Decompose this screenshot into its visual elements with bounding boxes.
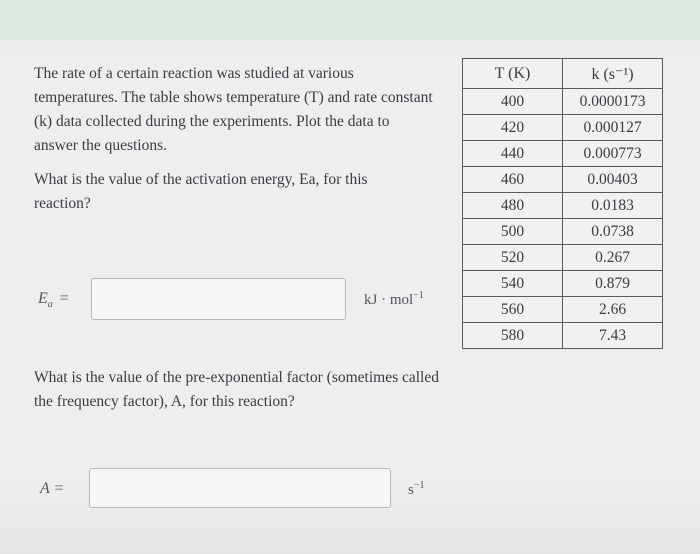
- activation-energy-question: What is the value of the activation energy, Ea, for this reaction?: [34, 171, 368, 212]
- rate-constant-cell: 7.43: [563, 323, 663, 349]
- rate-constant-cell: 0.879: [563, 271, 663, 297]
- rate-constant-cell: 0.000773: [563, 141, 663, 167]
- rate-constant-cell: 0.000127: [563, 115, 663, 141]
- rate-constant-cell: 0.0738: [563, 219, 663, 245]
- table-row: [463, 271, 663, 297]
- a-label: A =: [40, 480, 65, 497]
- pre-exponential-question: What is the value of the pre-exponential factor (sometimes called the frequency factor), A, for this reaction?: [34, 369, 439, 410]
- ea-unit-exponent: −1: [413, 290, 424, 301]
- temperature-column-header: T (K): [463, 59, 563, 89]
- ea-subscript: a: [47, 299, 53, 311]
- temperature-cell: 580: [463, 323, 563, 349]
- table-row: [463, 193, 663, 219]
- table-row: [463, 245, 663, 271]
- rate-constant-cell: 0.00403: [563, 167, 663, 193]
- table-body: [463, 89, 663, 349]
- rate-constant-cell: 2.66: [563, 297, 663, 323]
- table-row: [463, 167, 663, 193]
- activation-energy-input[interactable]: [91, 278, 346, 320]
- rate-constant-cell: 0.0183: [563, 193, 663, 219]
- ea-equals: =: [59, 290, 69, 307]
- rate-constant-cell: 0.267: [563, 245, 663, 271]
- temperature-cell: 460: [463, 167, 563, 193]
- a-unit: [408, 480, 424, 499]
- rate-constant-column-header: k (s⁻¹): [563, 59, 663, 89]
- a-unit-exponent: −1: [413, 480, 425, 491]
- table-row: [463, 115, 663, 141]
- temperature-cell: 440: [463, 141, 563, 167]
- temperature-cell: 480: [463, 193, 563, 219]
- table-row: [463, 297, 663, 323]
- a-unit-main: s: [408, 482, 414, 498]
- temperature-cell: 560: [463, 297, 563, 323]
- temperature-cell: 500: [463, 219, 563, 245]
- temperature-cell: 420: [463, 115, 563, 141]
- ea-unit: [364, 290, 424, 309]
- pre-exponential-input[interactable]: [89, 468, 391, 508]
- ea-symbol: E: [38, 290, 48, 307]
- ea-label: [38, 290, 69, 310]
- table-row: [463, 141, 663, 167]
- table-header-row: [463, 59, 663, 89]
- temperature-rate-table: [462, 58, 663, 349]
- rate-constant-cell: 0.0000173: [563, 89, 663, 115]
- table-row: [463, 89, 663, 115]
- problem-intro-text: The rate of a certain reaction was studied at various temperatures. The table shows temperature (T) and rate constant (k) data collected during the experiments. Plot the data to answer the questions.: [34, 65, 433, 154]
- table-row: [463, 219, 663, 245]
- table-row: [463, 323, 663, 349]
- ea-unit-main: kJ · mol: [364, 292, 414, 308]
- top-band: [0, 0, 700, 40]
- temperature-cell: 400: [463, 89, 563, 115]
- temperature-cell: 540: [463, 271, 563, 297]
- temperature-cell: 520: [463, 245, 563, 271]
